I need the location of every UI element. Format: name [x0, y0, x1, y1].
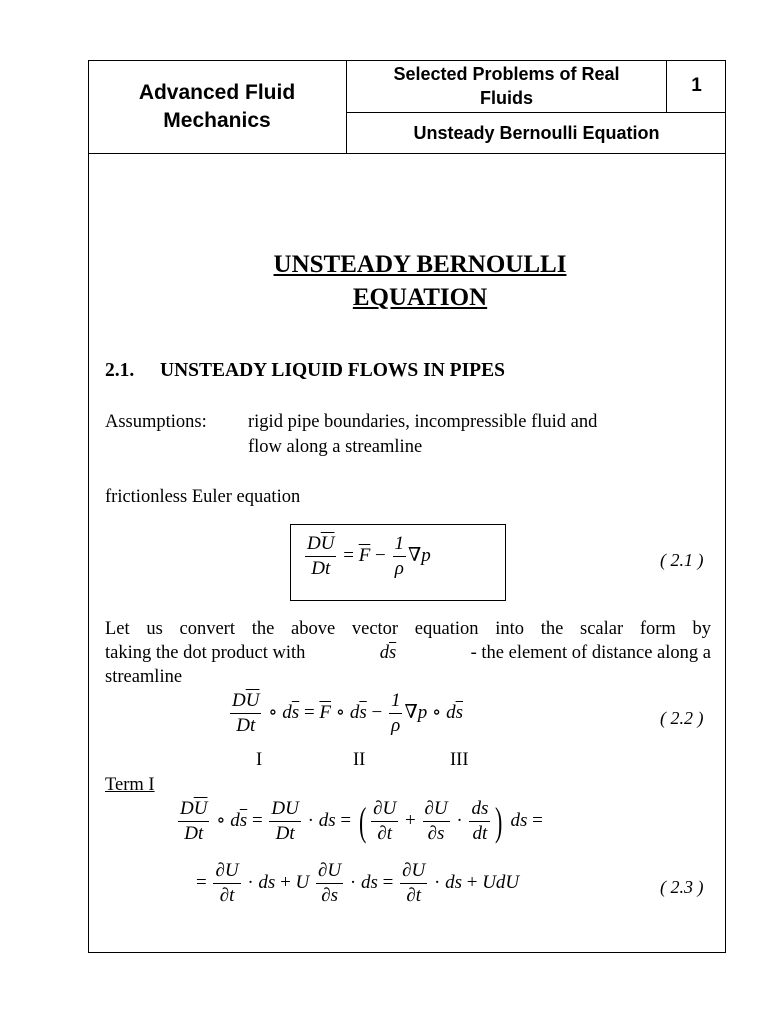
term-i-equation-line1: $\frac{D\overline{U}}{Dt}$ ∘ $d\overline{s}$ = $\frac{DU}{Dt}$ · ds = ( $\frac{\partial U}{\partial t}$ + $\frac{\partial U}{\partial s}$ · $\frac{ds}{dt}$ ) ds =	[180, 798, 543, 844]
series-title-line: Selected Problems of Real	[393, 64, 620, 84]
section-number: 2.1.	[105, 360, 135, 381]
euler-intro: frictionless Euler equation	[105, 487, 301, 507]
equation-number: ( 2.2 )	[660, 708, 704, 728]
term-label: II	[353, 750, 366, 770]
paragraph-text: taking the dot product with	[105, 643, 306, 663]
section-heading-text: UNSTEADY LIQUID FLOWS IN PIPES	[160, 360, 505, 381]
paragraph-line: Let us convert the above vector equation into the scalar form by	[105, 619, 711, 639]
course-title-line: Mechanics	[163, 108, 271, 132]
page-title-line: EQUATION	[352, 284, 488, 311]
term-heading: Term I	[105, 775, 155, 795]
term-label: I	[256, 750, 263, 770]
equation-2-1: $\frac{D\overline{U}}{Dt}$ = $\overline{F}$ − $\frac{1}{\rho}$ ∇p	[307, 533, 431, 579]
assumptions-line: rigid pipe boundaries, incompressible fluid and	[248, 412, 598, 432]
equation-number: ( 2.3 )	[660, 877, 704, 897]
course-title	[88, 60, 346, 153]
page-title	[88, 248, 752, 314]
series-title-line: Fluids	[480, 88, 533, 108]
page-title-line: UNSTEADY BERNOULLI	[273, 251, 567, 278]
term-i-equation-line2: = $\frac{\partial U}{\partial t}$ · ds + U $\frac{\partial U}{\partial s}$ · ds = $\frac{\partial U}{\partial t}$ · ds + UdU	[196, 860, 520, 906]
equation-number: ( 2.1 )	[660, 550, 704, 570]
ds-vector: $d\overline{s}$	[379, 643, 397, 663]
topic-title: Unsteady Bernoulli Equation	[413, 122, 660, 143]
section-heading	[105, 360, 505, 382]
assumptions-line: flow along a streamline	[248, 437, 423, 457]
term-label: III	[450, 750, 469, 770]
page-number: 1	[691, 75, 702, 96]
equation-2-2: $\frac{D\overline{U}}{Dt}$ ∘ $d\overline{s} = \overline{F}$ ∘ $d\overline{s}$ − $\frac{1}{\rho}$ ∇p ∘ $d\overline{s}$	[232, 690, 463, 736]
assumptions-label: Assumptions:	[105, 412, 207, 432]
divider	[88, 153, 726, 154]
paragraph-line	[105, 641, 711, 665]
document-header	[88, 60, 726, 153]
course-title-line: Advanced Fluid	[138, 80, 296, 104]
paragraph-text: - the element of distance along a	[470, 643, 711, 663]
series-title	[347, 60, 666, 112]
paragraph-line: streamline	[105, 667, 183, 687]
